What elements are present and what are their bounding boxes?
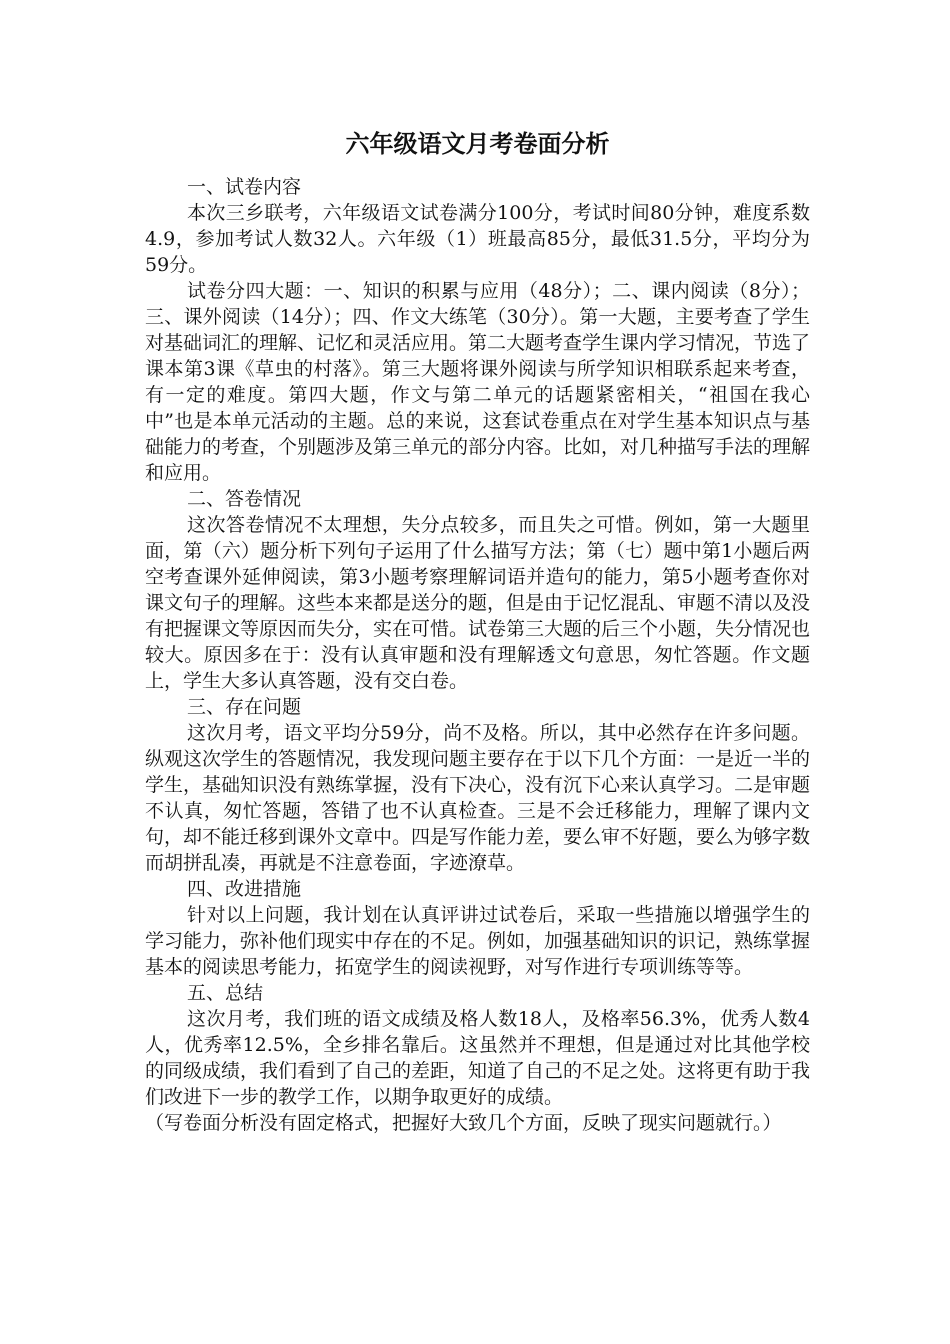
section-test-content: [145, 174, 810, 486]
paragraph-summary: 这次月考，我们班的语文成绩及格人数18人，及格率56.3%，优秀人数4人，优秀率12.5%，全乡排名靠后。这虽然并不理想，但是通过对比其他学校的同级成绩，我们看到了自己的差距，知道了自己的不足之处。这将更有助于我们改进下一步的教学工作，以期争取更好的成绩。: [145, 1008, 811, 1108]
section-improvements: [145, 876, 810, 980]
section-summary: [145, 980, 810, 1110]
document-page: [145, 128, 810, 1136]
paragraph-improvements: 针对以上问题，我计划在认真评讲过试卷后，采取一些措施以增强学生的学习能力，弥补他们现实中存在的不足。例如，加强基础知识的识记，熟练掌握基本的阅读思考能力，拓宽学生的阅读视野，对写作进行专项训练等等。: [145, 904, 811, 978]
section-heading-improvements: 四、改进措施: [187, 878, 302, 900]
paragraph-problems: 这次月考，语文平均分59分，尚不及格。所以，其中必然存在许多问题。纵观这次学生的答题情况，我发现问题主要存在于以下几个方面：一是近一半的学生，基础知识没有熟练掌握，没有下决心，没有沉下心来认真学习。二是审题不认真，匆忙答题，答错了也不认真检查。三是不会迁移能力，理解了课内文句，却不能迁移到课外文章中。四是写作能力差，要么审不好题，要么为够字数而胡拼乱凑，再就是不注意卷面，字迹潦草。: [145, 722, 811, 874]
paragraph-test-structure: 试卷分四大题：一、知识的积累与应用（48分）；二、课内阅读（8分）；三、课外阅读（14分）；四、作文大练笔（30分）。第一大题，主要考查了学生对基础词汇的理解、记忆和灵活应用。第二大题考查学生课内学习情况，节选了课本第3课《草虫的村落》。第三大题将课外阅读与所学知识相联系起来考查，有一定的难度。第四大题，作文与第二单元的话题紧密相关，“祖国在我心中”也是本单元活动的主题。总的来说，这套试卷重点在对学生基本知识点与基础能力的考查，个别题涉及第三单元的部分内容。比如，对几种描写手法的理解和应用。: [145, 280, 811, 484]
section-heading-answer-situation: 二、答卷情况: [187, 488, 302, 510]
closing-note: （写卷面分析没有固定格式，把握好大致几个方面，反映了现实问题就行。）: [145, 1112, 782, 1134]
section-answer-situation: [145, 486, 810, 694]
paragraph-exam-overview: 本次三乡联考，六年级语文试卷满分100分，考试时间80分钟，难度系数4.9，参加考试人数32人。六年级（1）班最高85分，最低31.5分，平均分为59分。: [145, 202, 810, 276]
section-problems: [145, 694, 810, 876]
document-title: 六年级语文月考卷面分析: [345, 130, 610, 158]
section-heading-summary: 五、总结: [187, 982, 264, 1004]
section-heading-problems: 三、存在问题: [187, 696, 302, 718]
paragraph-answer-situation: 这次答卷情况不太理想，失分点较多，而且失之可惜。例如，第一大题里面，第（六）题分析下列句子运用了什么描写方法；第（七）题中第1小题后两空考查课外延伸阅读，第3小题考察理解词语并造句的能力，第5小题考查你对课文句子的理解。这些本来都是送分的题，但是由于记忆混乱、审题不清以及没有把握课文等原因而失分，实在可惜。试卷第三大题的后三个小题，失分情况也较大。原因多在于：没有认真审题和没有理解透文句意思，匆忙答题。作文题上，学生大多认真答题，没有交白卷。: [145, 514, 811, 692]
section-heading-test-content: 一、试卷内容: [187, 176, 302, 198]
